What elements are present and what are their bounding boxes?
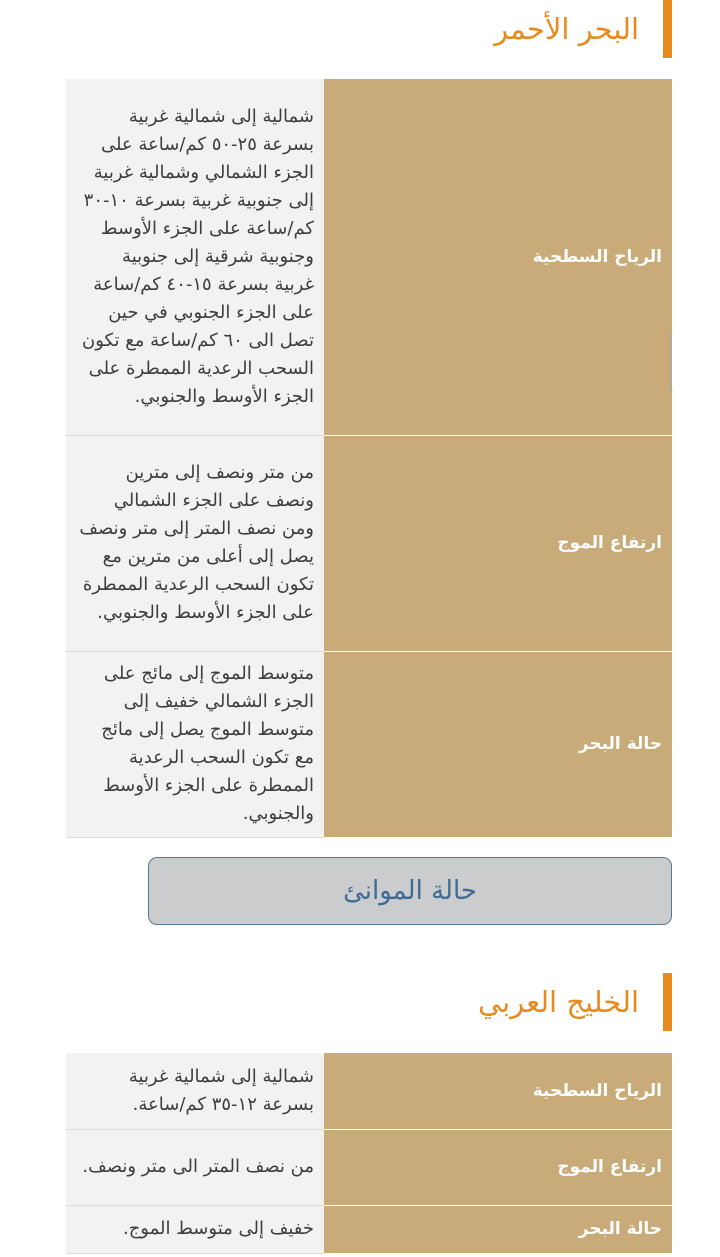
row-value-sea-state: متوسط الموج إلى مائج على الجزء الشمالي خفيف إلى متوسط الموج يصل إلى مائج مع تكون السحب الرعدية الممطرة على الجزء الأوسط والجنوبي. [66, 651, 324, 837]
row-value-sea-state: خفيف إلى متوسط الموج. [66, 1205, 324, 1253]
row-label-wave-height: ارتفاع الموج [324, 435, 672, 651]
row-label-surface-wind: الرياح السطحية [324, 79, 672, 435]
row-value-surface-wind: شمالية إلى شمالية غربية بسرعة ١٢-٣٥ كم/ساعة. [66, 1053, 324, 1129]
row-label-sea-state: حالة البحر [324, 1205, 672, 1253]
row-label-wave-height: ارتفاع الموج [324, 1129, 672, 1205]
section-title: الخليج العربي [477, 985, 639, 1019]
table-row [66, 1129, 672, 1205]
row-value-wave-height: من متر ونصف إلى مترين ونصف على الجزء الشمالي ومن نصف المتر إلى متر ونصف يصل إلى أعلى من مترين مع تكون السحب الرعدية الممطرة على الجزء الأوسط والجنوبي. [66, 435, 324, 651]
ports-status-button[interactable]: حالة الموانئ [148, 857, 672, 925]
section-header-arabian-gulf [478, 973, 672, 1031]
table-row [66, 651, 672, 837]
table-row [66, 1053, 672, 1129]
row-value-wave-height: من نصف المتر الى متر ونصف. [66, 1129, 324, 1205]
table-row [66, 435, 672, 651]
row-label-sea-state: حالة البحر [324, 651, 672, 837]
arabian-gulf-forecast-table [66, 1053, 672, 1254]
table-row [66, 79, 672, 435]
table-row [66, 1205, 672, 1253]
side-tab-handle[interactable] [670, 330, 674, 392]
row-value-surface-wind: شمالية إلى شمالية غربية بسرعة ٢٥-٥٠ كم/ساعة على الجزء الشمالي وشمالية غربية إلى جنوبية غربية بسرعة ١٠-٣٠ كم/ساعة على الجزء الأوسط وجنوبية شرقية إلى جنوبية غربية بسرعة ١٥-٤٠ كم/ساعة على الجزء الجنوبي في حين تصل الى ٦٠ كم/ساعة مع تكون السحب الرعدية الممطرة على الجزء الأوسط والجنوبي. [66, 79, 324, 435]
section-header-red-sea [494, 0, 672, 58]
section-title: البحر الأحمر [494, 12, 639, 46]
red-sea-forecast-table [66, 79, 672, 838]
row-label-surface-wind: الرياح السطحية [324, 1053, 672, 1129]
